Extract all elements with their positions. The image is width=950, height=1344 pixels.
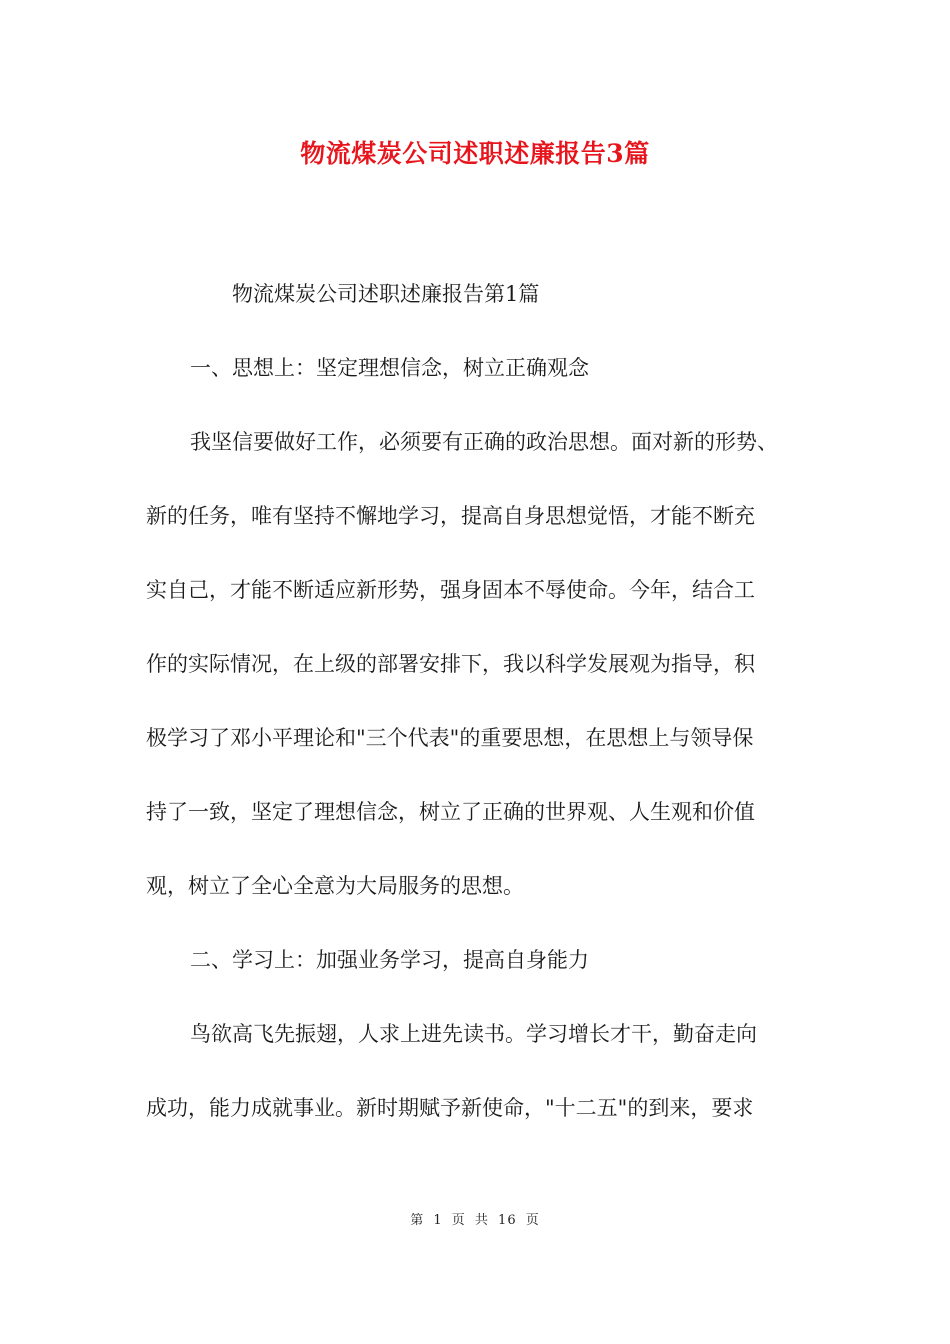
paragraph-line: 极学习了邓小平理论和"三个代表"的重要思想，在思想上与领导保 (146, 726, 754, 750)
paragraph-thought (146, 424, 810, 904)
paragraph-line: 持了一致，坚定了理想信念，树立了正确的世界观、人生观和价值 (146, 800, 755, 824)
paragraph-study (146, 1016, 810, 1126)
document-title: 物流煤炭公司述职述廉报告3篇 (300, 139, 650, 168)
heading-study: 二、学习上：加强业务学习，提高自身能力 (190, 948, 589, 972)
paragraph-line: 新的任务，唯有坚持不懈地学习，提高自身思想觉悟，才能不断充 (146, 504, 755, 528)
page-number: 第 1 页 共 16 页 (410, 1213, 540, 1228)
heading-thought: 一、思想上：坚定理想信念，树立正确观念 (190, 356, 589, 380)
paragraph-line: 我坚信要做好工作，必须要有正确的政治思想。面对新的形势、 (190, 430, 778, 454)
paragraph-line: 作的实际情况，在上级的部署安排下，我以科学发展观为指导，积 (146, 652, 755, 676)
paragraph-line: 鸟欲高飞先振翅，人求上进先读书。学习增长才干，勤奋走向 (190, 1022, 757, 1046)
section-title: 物流煤炭公司述职述廉报告第1篇 (232, 282, 540, 306)
paragraph-line: 成功，能力成就事业。新时期赋予新使命，"十二五"的到来，要求 (146, 1096, 754, 1120)
document-body (146, 276, 810, 1164)
paragraph-line: 观，树立了全心全意为大局服务的思想。 (146, 874, 524, 898)
paragraph-line: 实自己，才能不断适应新形势，强身固本不辱使命。今年，结合工 (146, 578, 755, 602)
